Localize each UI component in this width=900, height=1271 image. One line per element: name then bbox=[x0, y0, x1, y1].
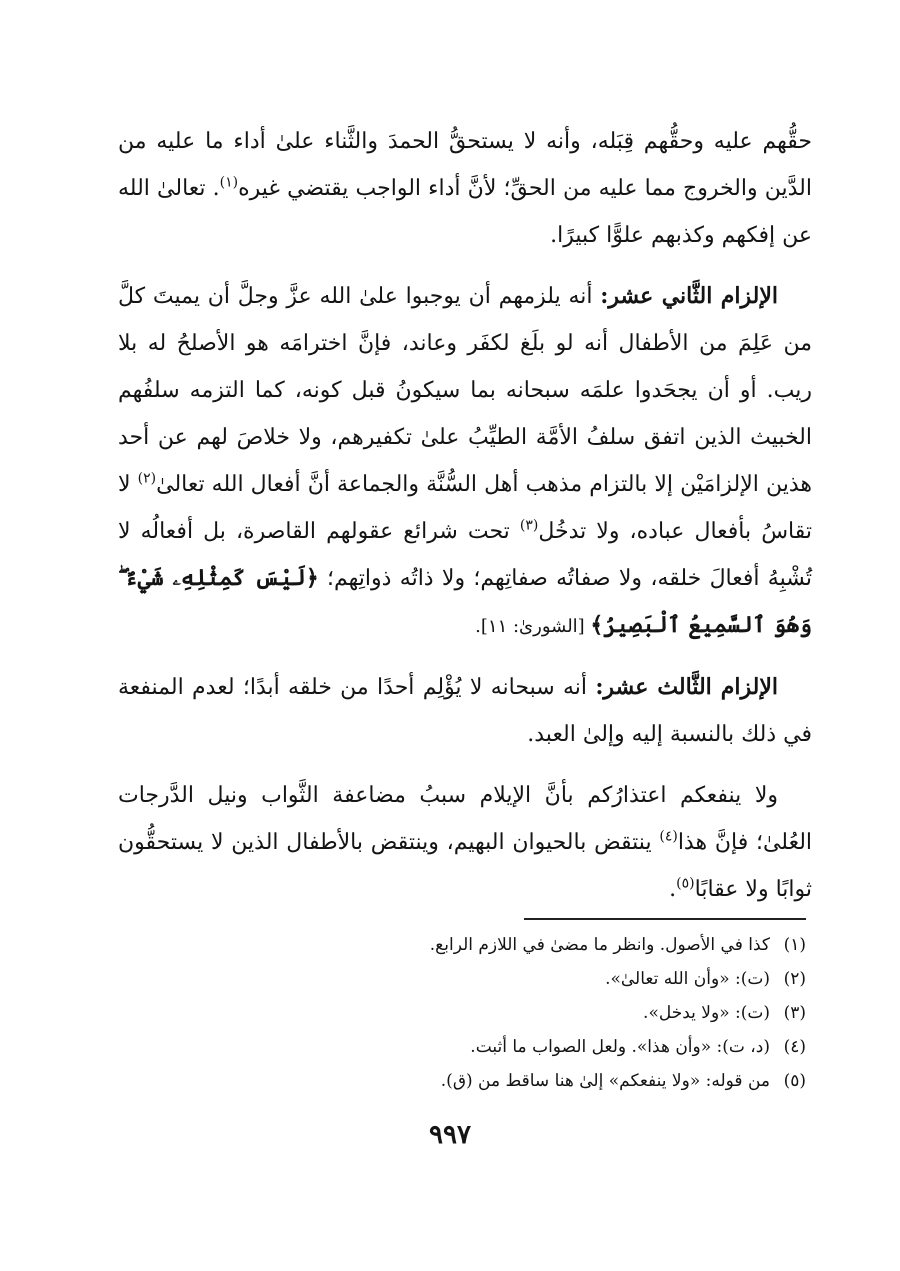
paragraph-4-text-a: ولا ينفعكم اعتذارُكم بأنَّ الإيلام سببُ مضاعفة الثَّواب ونيل الدَّرجات العُلىٰ؛ فإنَّ هذا bbox=[118, 783, 813, 855]
paragraph-2-text-a: أنه يلزمهم أن يوجبوا علىٰ الله عزَّ وجلَّ أن يميتَ كلَّ من عَلِمَ من الأطفال أنه لو بلَغ لكفَر وعاند، فإنَّ اخترامَه هو الأصلحُ له بلا ريب. أو أن يجحَدوا علمَه سبحانه بما سيكونُ قبل كونه، كما التزمه سلفُهم الخبيث الذين اتفق سلفُ الأمَّة الطيِّبُ علىٰ تكفيرهم، ولا خلاصَ لهم عن أحد هذين الإلزامَيْن إلا بالتزام مذهب أهل السُّنَّة والجماعة أنَّ أفعال الله تعالىٰ bbox=[118, 284, 812, 497]
footnote-3 bbox=[86, 996, 806, 1030]
footnote-text: (ت): «ولا يدخل». bbox=[643, 1003, 770, 1023]
footnote-5 bbox=[86, 1064, 806, 1098]
footnote-text: (د، ت): «وأن هذا». ولعل الصواب ما أثبت. bbox=[470, 1037, 770, 1057]
footnote-divider bbox=[524, 918, 806, 920]
footnote-number: (٣) bbox=[783, 1003, 806, 1023]
footnote-1 bbox=[86, 928, 806, 962]
paragraph-1-text: حقُّهم عليه وحقُّهم قِبَله، وأنه لا يستحقُّ الحمدَ والثَّناء علىٰ أداء ما عليه من الدَّين والخروج مما عليه من الحقِّ؛ لأنَّ أداء الواجب يقتضي غيره bbox=[118, 129, 812, 201]
footnote-4 bbox=[86, 1030, 806, 1064]
paragraph-2-text-c: تحت شرائع عقولهم القاصرة، بل أفعالُه لا تُشْبِهُ أفعالَ خلقه، ولا صفاتُه صفاتِهم؛ ولا ذاتُه ذواتِهم؛ bbox=[118, 519, 812, 591]
quran-verse: ﴿لَيْسَ كَمِثْلِهِۦ شَيْءٌ ۖ وَهُوَ ٱلسَّمِيعُ ٱلْبَصِيرُ﴾ bbox=[118, 565, 812, 638]
verse-reference: [الشورىٰ: ١١]. bbox=[475, 616, 591, 637]
footnote-mark-3[interactable]: (٣) bbox=[519, 517, 539, 534]
paragraph-2 bbox=[118, 273, 812, 650]
page-number: ٩٩٧ bbox=[429, 1120, 471, 1150]
paragraph-4 bbox=[118, 772, 812, 913]
section-heading-13: الإلزام الثَّالث عشر: bbox=[595, 674, 778, 700]
footnote-number: (٢) bbox=[783, 969, 806, 989]
footnote-text: كذا في الأصول. وانظر ما مضىٰ في اللازم الرابع. bbox=[429, 935, 770, 955]
footnote-mark-1[interactable]: (١) bbox=[219, 174, 239, 191]
footnote-number: (٥) bbox=[783, 1071, 806, 1091]
section-heading-12: الإلزام الثَّاني عشر: bbox=[600, 283, 778, 309]
footnote-text: من قوله: «ولا ينفعكم» إلىٰ هنا ساقط من (ق). bbox=[440, 1071, 770, 1091]
paragraph-3-text: أنه سبحانه لا يُؤْلِم أحدًا من خلقه أبدًا؛ لعدم المنفعة في ذلك بالنسبة إليه وإلىٰ العبد. bbox=[118, 675, 812, 747]
footnote-2 bbox=[86, 962, 806, 996]
footnote-text: (ت): «وأن الله تعالىٰ». bbox=[605, 969, 770, 989]
paragraph-1 bbox=[118, 118, 812, 259]
footnote-mark-5[interactable]: (٥) bbox=[676, 875, 695, 892]
paragraph-3 bbox=[118, 664, 812, 758]
footnotes bbox=[86, 928, 806, 1098]
footnote-number: (٤) bbox=[783, 1037, 806, 1057]
paragraph-2-text-b: لا تقاسُ بأفعال عباده، ولا تدخُل bbox=[118, 472, 813, 544]
footnote-mark-4[interactable]: (٤) bbox=[659, 828, 678, 845]
main-text bbox=[118, 118, 812, 927]
paragraph-4-text-c: . bbox=[669, 877, 677, 902]
footnote-mark-2[interactable]: (٢) bbox=[137, 470, 157, 487]
paragraph-1-ending: . تعالىٰ الله عن إفكهم وكذبهم علوًّا كبيرًا. bbox=[118, 176, 812, 248]
footnote-number: (١) bbox=[783, 935, 806, 955]
paragraph-4-text-b: ينتقض بالحيوان البهيم، وينتقض بالأطفال الذين لا يستحقُّون ثوابًا ولا عقابًا bbox=[118, 830, 812, 902]
